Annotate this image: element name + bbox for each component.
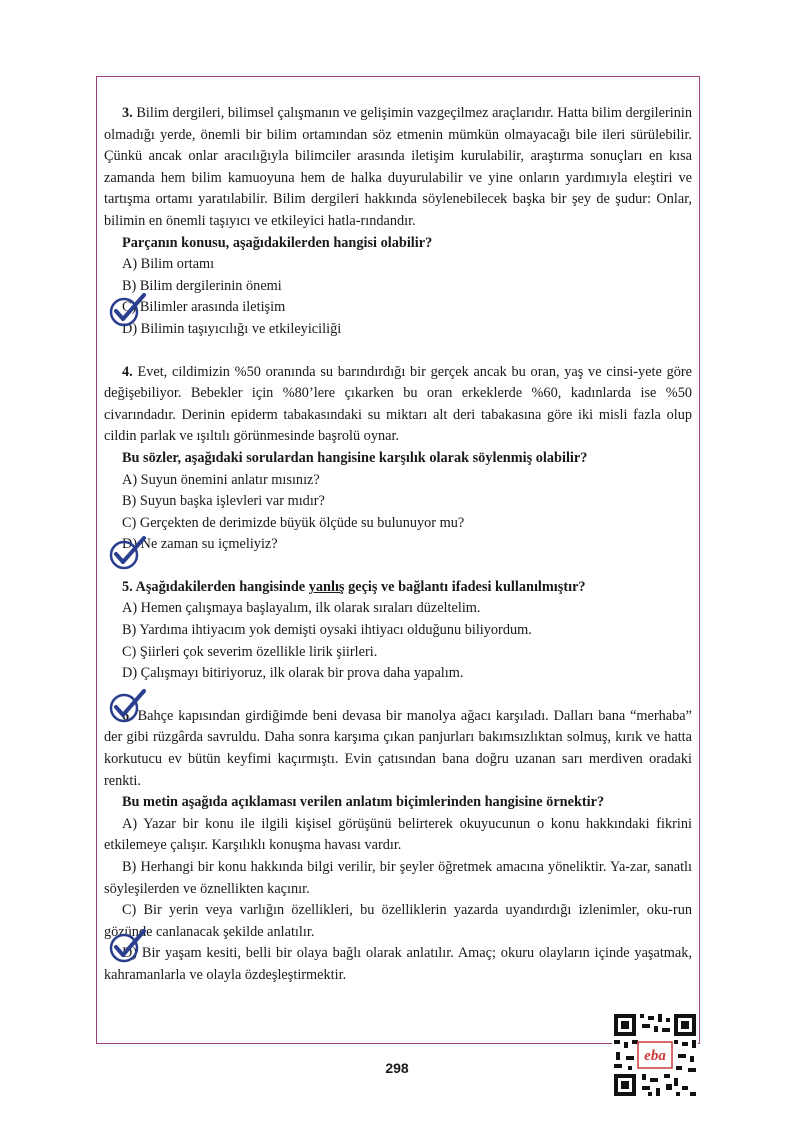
answer-check-icon xyxy=(108,535,148,571)
q3-option-d[interactable]: D) Bilimin taşıyıcılığı ve etkileyiciliği xyxy=(122,320,342,337)
q6-option-c[interactable]: C) Bir yerin veya varlığın özellikleri, bu özelliklerin yazarda uyandırdığı izlenimler, oku-run gözünde canlanacak şekilde anlatılır. xyxy=(104,902,692,940)
q4-option-b[interactable]: B) Suyun başka işlevleri var mıdır? xyxy=(122,493,325,510)
q5-option-b[interactable]: B) Yardıma ihtiyacım yok demişti oysaki ihtiyacı olduğunu biliyordum. xyxy=(122,622,532,639)
q5-option-c[interactable]: C) Şiirleri çok severim özellikle lirik şiirleri. xyxy=(122,643,378,660)
q4-question: Bu sözler, aşağıdaki sorulardan hangisine karşılık olarak söylenmiş olabilir? xyxy=(122,449,588,466)
q5-question: 5. Aşağıdakilerden hangisinde yanlış geçiş ve bağlantı ifadesi kullanılmıştır? xyxy=(122,578,586,595)
answer-check-icon xyxy=(108,928,148,964)
q4-option-a[interactable]: A) Suyun önemini anlatır mısınız? xyxy=(122,471,320,488)
page-content xyxy=(104,103,692,987)
q6-passage: 6. Bahçe kapısından girdiğimde beni devasa bir manolya ağacı karşıladı. Dalları bana “merhaba” der gibi rüzgârda savruldu. Daha sonra karşıma çıkan panjurları bakımsızlıktan solmuş, kırık ve hatta korkutucu ev bütün keyfimi kaçırmıştı. Evin çatısından bana doğru uzanan sarı merdiven oradaki renkti. xyxy=(104,707,692,789)
q4-option-c[interactable]: C) Gerçekten de derimizde büyük ölçüde su bulunuyor mu? xyxy=(122,514,465,531)
q5-option-a[interactable]: A) Hemen çalışmaya başlayalım, ilk olarak sıraları düzeltelim. xyxy=(122,600,481,617)
q3-question: Parçanın konusu, aşağıdakilerden hangisi olabilir? xyxy=(122,234,433,251)
q6-option-b[interactable]: B) Herhangi bir konu hakkında bilgi verilir, bir şeyler öğretmek amacına yöneliktir. Ya-zar, sanatlı söyleşilerden ve öznellikten kaçınır. xyxy=(104,859,692,897)
q5-option-d[interactable]: D) Çalışmayı bitiriyoruz, ilk olarak bir prova daha yapalım. xyxy=(122,665,464,682)
answer-check-icon xyxy=(108,292,148,328)
qr-code-icon[interactable] xyxy=(612,1012,698,1098)
q6-option-a[interactable]: A) Yazar bir konu ile ilgili kişisel görüşünü belirterek okuyucunun o konu hakkındaki fikrini etkilemeye çalışır. Karşılıklı konuşma havası vardır. xyxy=(104,815,692,854)
q4-passage: 4. Evet, cildimizin %50 oranında su barındırdığı bir gerçek ancak bu oran, yaş ve cinsi-yete göre değişebiliyor. Bebekler için %80’lere çıkarken bu oran erkeklerde %60, kadınlarda ise %50 civarındadır. Derinin epiderm tabakasındaki su miktarı alt deri tabakasına göre iki misli fazla olup cildin parlak ve ışıltılı görünmesinde başrolü oynar. xyxy=(104,363,692,445)
q6-option-d[interactable]: D) Bir yaşam kesiti, belli bir olaya bağlı olarak anlatılır. Amaç; okuru olayların içinde yaşatmak, kahramanlarla ve olayla özdeşleştirmektir. xyxy=(104,945,692,983)
page-number: 298 xyxy=(385,1060,409,1076)
answer-check-icon xyxy=(108,688,148,724)
q6-question: Bu metin aşağıda açıklaması verilen anlatım biçimlerinden hangisine örnektir? xyxy=(122,794,605,811)
q3-option-b[interactable]: B) Bilim dergilerinin önemi xyxy=(122,277,282,294)
q3-option-c[interactable]: C) Bilimler arasında iletişim xyxy=(122,299,286,316)
q4-option-d[interactable]: D) Ne zaman su içmeliyiz? xyxy=(122,536,278,553)
q3-passage: 3. Bilim dergileri, bilimsel çalışmanın ve gelişimin vazgeçilmez araçlarıdır. Hatta bilim dergilerinin olmadığı yerde, önemli bir bilim ortamından söz etmenin mümkün olmayacağı bile ileri sürülebilir. Çünkü ancak onlar aracılığıyla bilimciler arasında iletişim kurulabilir, araştırma sonuçları en kısa zamanda hem bilim kamuoyuna hem de halka duyurulabilir ve yine onların yardımıyla eleştiri ve tartışma ortamı yaratılabilir. Bilim dergileri hakkında söylenebilecek başka bir şey de şudur: Onlar, bilimin en önemli taşıyıcı ve etkileyici hatla-rındandır. xyxy=(104,105,692,229)
q3-option-a[interactable]: A) Bilim ortamı xyxy=(122,256,215,273)
qr-logo-text: eba xyxy=(644,1048,666,1064)
